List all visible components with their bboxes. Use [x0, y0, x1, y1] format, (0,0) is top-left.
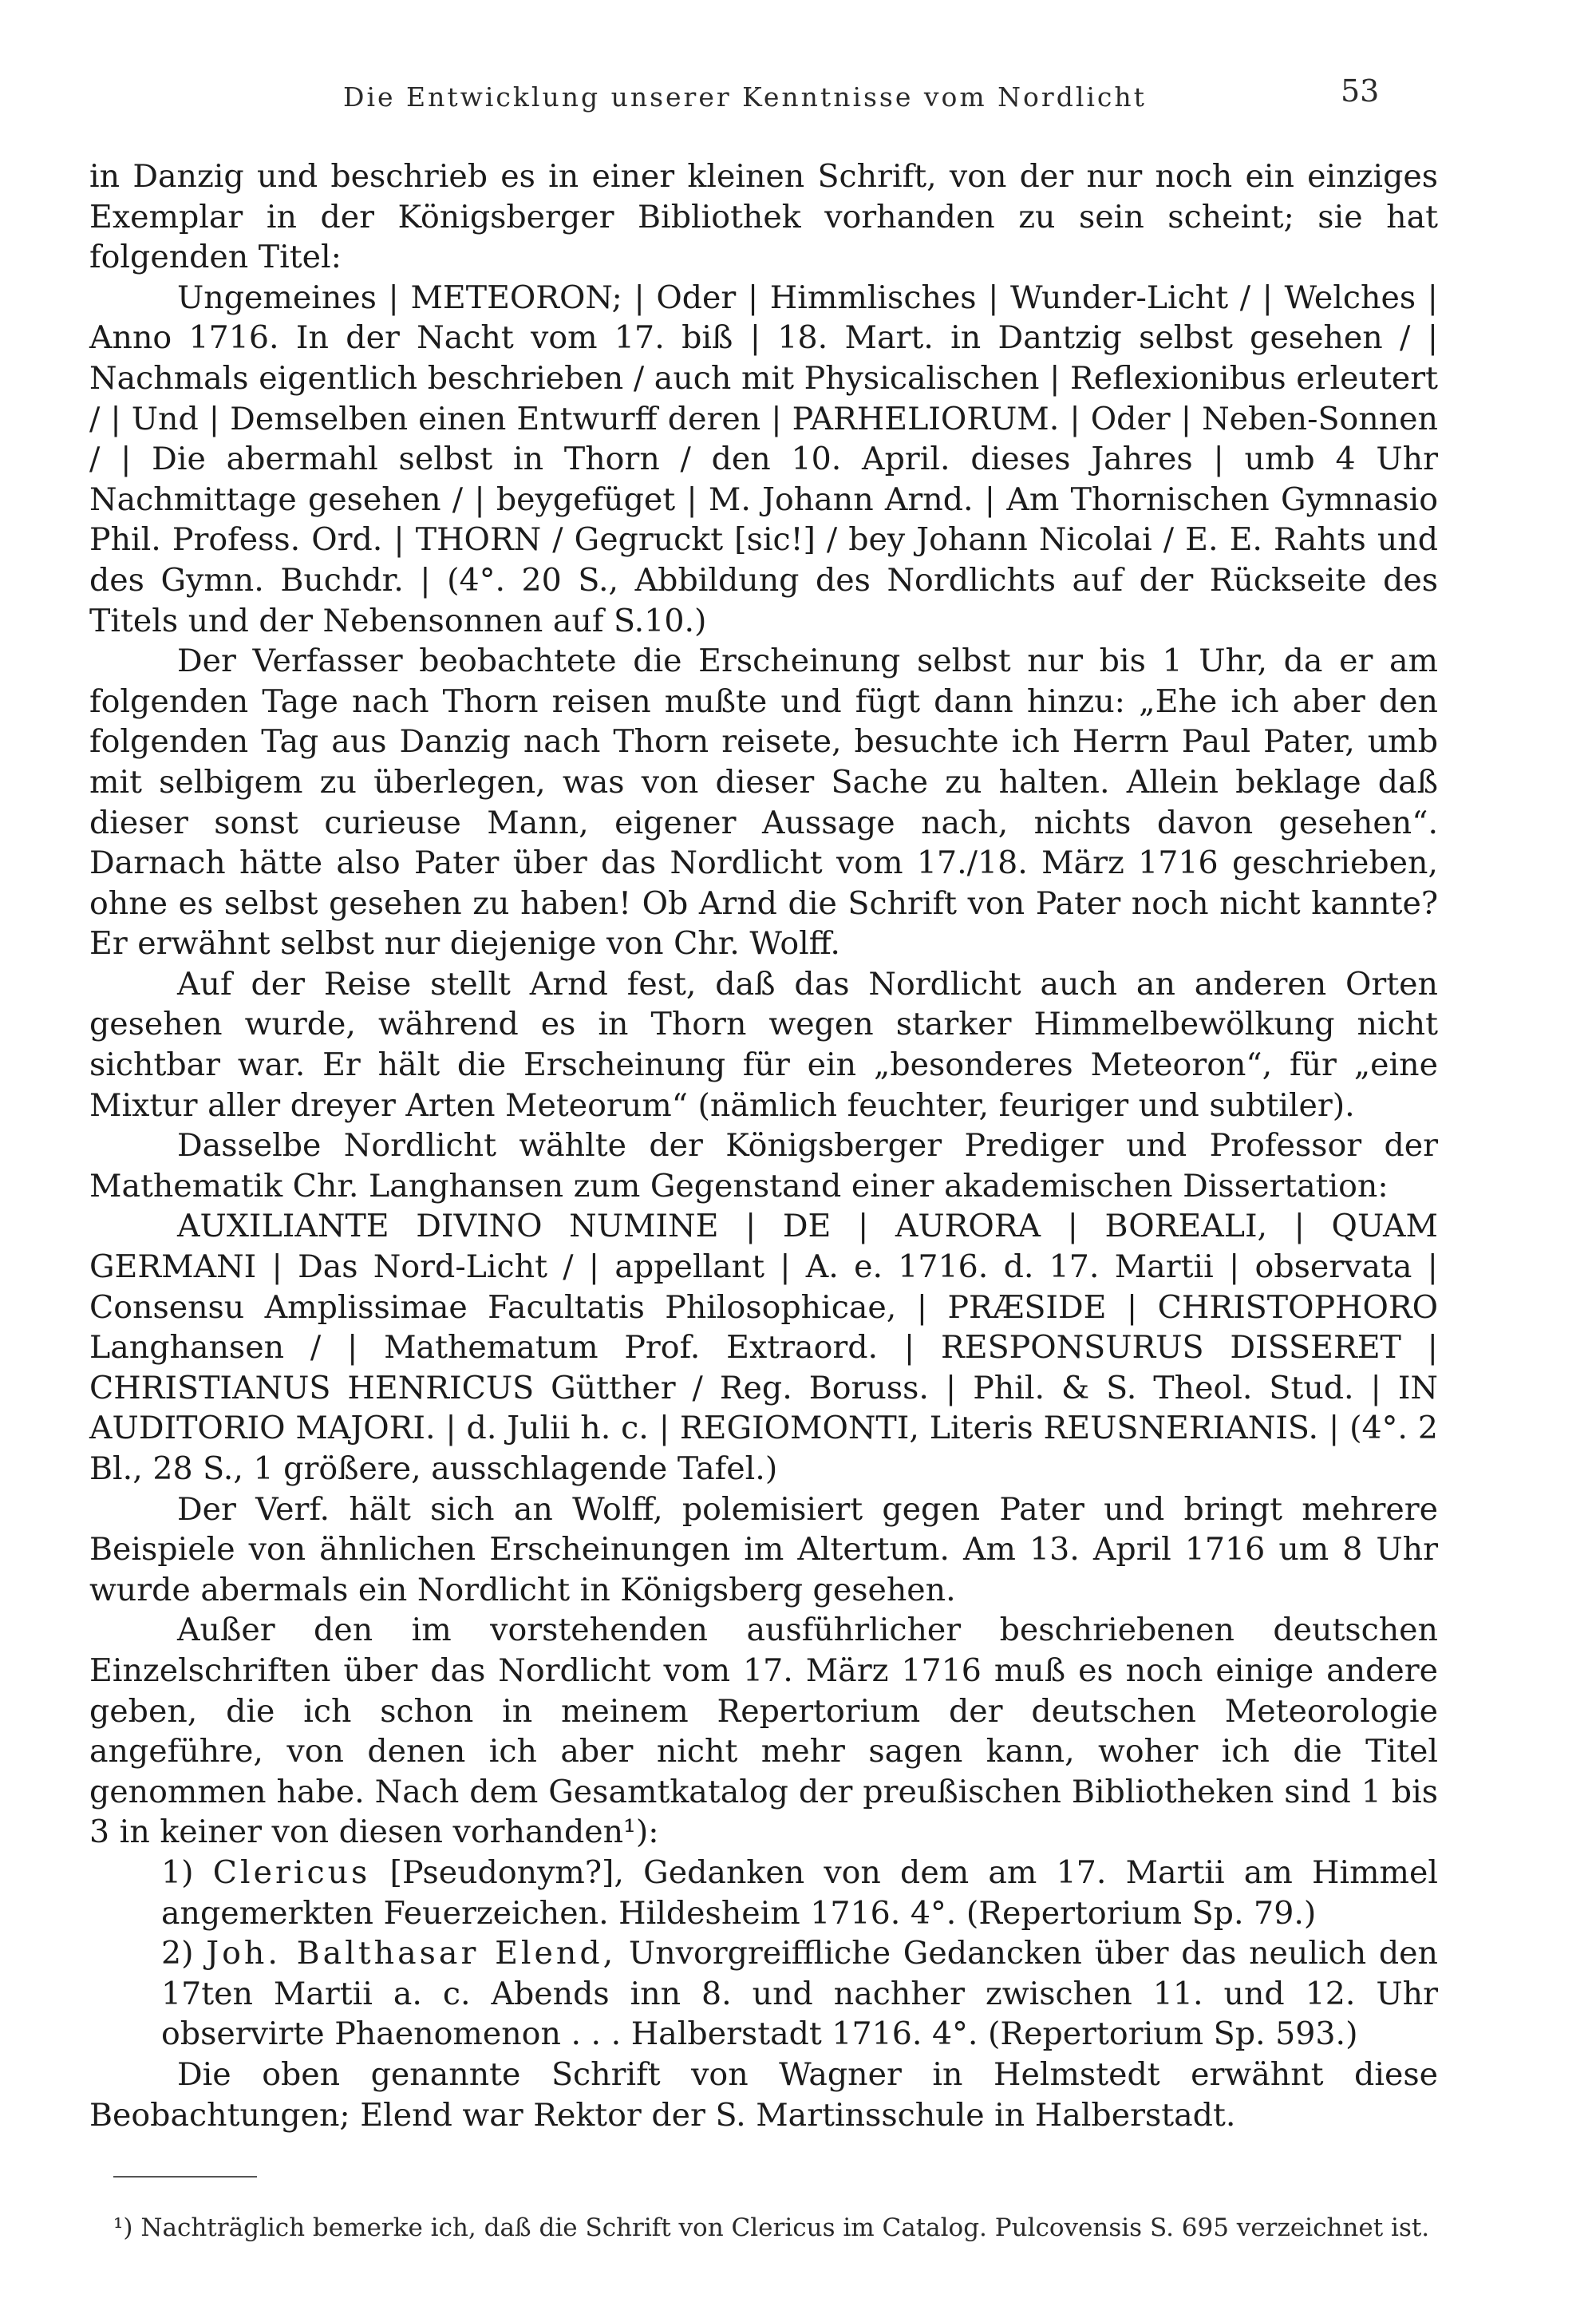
paragraph-wolff: Der Verf. hält sich an Wolff, polemisiert gegen Pater und bringt mehrere Beispiele von ähnlichen Erscheinungen im Altertum. Am 13. April 1716 um 8 Uhr wurde abermals ein Nordlicht in Königsberg gesehen. — [89, 1490, 1438, 1608]
entry-author: Clericus — [212, 1853, 371, 1891]
list-item — [89, 1853, 1438, 1933]
footnote: ¹) Nachträglich bemerke ich, daß die Schrift von Clericus im Catalog. Pulcovensis S. 695 verzeichnet ist. — [113, 2213, 1430, 2242]
title-quotation-arnd: Ungemeines | METEORON; | Oder | Himmlisches | Wunder-Licht / | Welches | Anno 1716. In der Nacht vom 17. biß | 18. Mart. in Dantzig selbst gesehen / | Nachmals eigentlich beschrieben / auch mit Physicalischen | Reflexionibus erleutert / | Und | Demselben einen Entwurff deren | PARHELIORUM. | Oder | Neben-Sonnen / | Die abermahl selbst in Thorn / den 10. April. dieses Jahres | umb 4 Uhr Nachmittage gesehen / | beygefüget | M. Johann Arnd. | Am Thornischen Gymnasio Phil. Profess. Ord. | THORN / Gegruckt [sic!] / bey Johann Nicolai / E. E. Rahts und des Gymn. Buchdr. | (4°. 20 S., Abbildung des Nordlichts auf der Rückseite des Titels und der Nebensonnen auf S.10.) — [89, 279, 1438, 639]
paragraph-other-writings: Außer den im vorstehenden ausführlicher beschriebenen deutschen Einzelschriften über das Nordlicht vom 17. März 1716 muß es noch einige andere geben, die ich schon in meinem Repertorium der deutschen Meteorologie angeführe, von denen ich aber nicht mehr sagen kann, woher ich die Titel genommen habe. Nach dem Gesamtkatalog der preußischen Bibliotheken sind 1 bis 3 in keiner von diesen vorhanden¹): — [89, 1612, 1438, 1851]
main-text — [89, 156, 1438, 2135]
entry-text: Unvorgreiffliche Gedancken über das neulich den 17ten Martii a. c. Abends inn 8. und nachher zwischen 11. und 12. Uhr observirte Phaenomenon . . . Halberstadt 1716. 4°. (Repertorium Sp. 593.) — [161, 1935, 1438, 2053]
page-number: 53 — [1341, 73, 1380, 109]
paragraph-arnd-observation: Der Verfasser beobachtete die Erscheinung selbst nur bis 1 Uhr, da er am folgenden Tage nach Thorn reisen mußte und fügt dann hinzu: „Ehe ich aber den folgenden Tag aus Danzig nach Thorn reisete, besuchte ich Herrn Paul Pater, umb mit selbigem zu überlegen, was von dieser Sache zu halten. Allein beklage daß dieser sonst curieuse Mann, eigener Aussage nach, nichts davon gesehen“. Darnach hätte also Pater über das Nordlicht vom 17./18. März 1716 geschrieben, ohne es selbst gesehen zu haben! Ob Arnd die Schrift von Pater noch nicht kannte? Er erwähnt selbst nur diejenige von Chr. Wolff. — [89, 643, 1438, 963]
entry-number: 2) — [161, 1935, 194, 1972]
paragraph-langhansen: Dasselbe Nordlicht wählte der Königsberger Prediger und Professor der Mathematik Chr. Langhansen zum Gegenstand einer akademischen Dissertation: — [89, 1127, 1438, 1205]
footnote-divider — [113, 2176, 257, 2178]
running-title: Die Entwicklung unserer Kenntnisse vom Nordlicht — [343, 81, 1147, 113]
paragraph-intro: in Danzig und beschrieb es in einer kleinen Schrift, von der nur noch ein einziges Exemplar in der Königsberger Bibliothek vorhanden zu sein scheint; sie hat folgenden Titel: — [89, 158, 1438, 276]
entry-number: 1) — [161, 1853, 194, 1891]
page-header — [0, 73, 1596, 121]
paragraph-closing: Die oben genannte Schrift von Wagner in Helmstedt erwähnt diese Beobachtungen; Elend war Rektor der S. Martinsschule in Halberstadt. — [89, 2055, 1438, 2134]
list-item — [89, 1933, 1438, 2055]
title-quotation-langhansen: AUXILIANTE DIVINO NUMINE | DE | AURORA | BOREALI, | QUAM GERMANI | Das Nord-Licht / | appellant | A. e. 1716. d. 17. Martii | observata | Consensu Amplissimae Facultatis Philosophicae, | PRÆSIDE | CHRISTOPHORO Langhansen / | Mathematum Prof. Extraord. | RESPONSURUS DISSERET | CHRISTIANUS HENRICUS Gütther / Reg. Boruss. | Phil. & S. Theol. Stud. | IN AUDITORIO MAJORI. | d. Julii h. c. | REGIOMONTI, Literis REUSNERIANIS. | (4°. 2 Bl., 28 S., 1 größere, ausschlagende Tafel.) — [89, 1208, 1438, 1487]
entry-author: Joh. Balthasar Elend, — [206, 1935, 617, 1972]
entry-text: [Pseudonym?], Gedanken von dem am 17. Martii am Himmel angemerkten Feuerzeichen. Hildesheim 1716. 4°. (Repertorium Sp. 79.) — [161, 1853, 1438, 1932]
paragraph-journey: Auf der Reise stellt Arnd fest, daß das Nordlicht auch an anderen Orten gesehen wurde, während es in Thorn wegen starker Himmelbewölkung nicht sichtbar war. Er hält die Erscheinung für ein „besonderes Meteoron“, für „eine Mixtur aller dreyer Arten Meteorum“ (nämlich feuchter, feuriger und subtiler). — [89, 965, 1438, 1124]
